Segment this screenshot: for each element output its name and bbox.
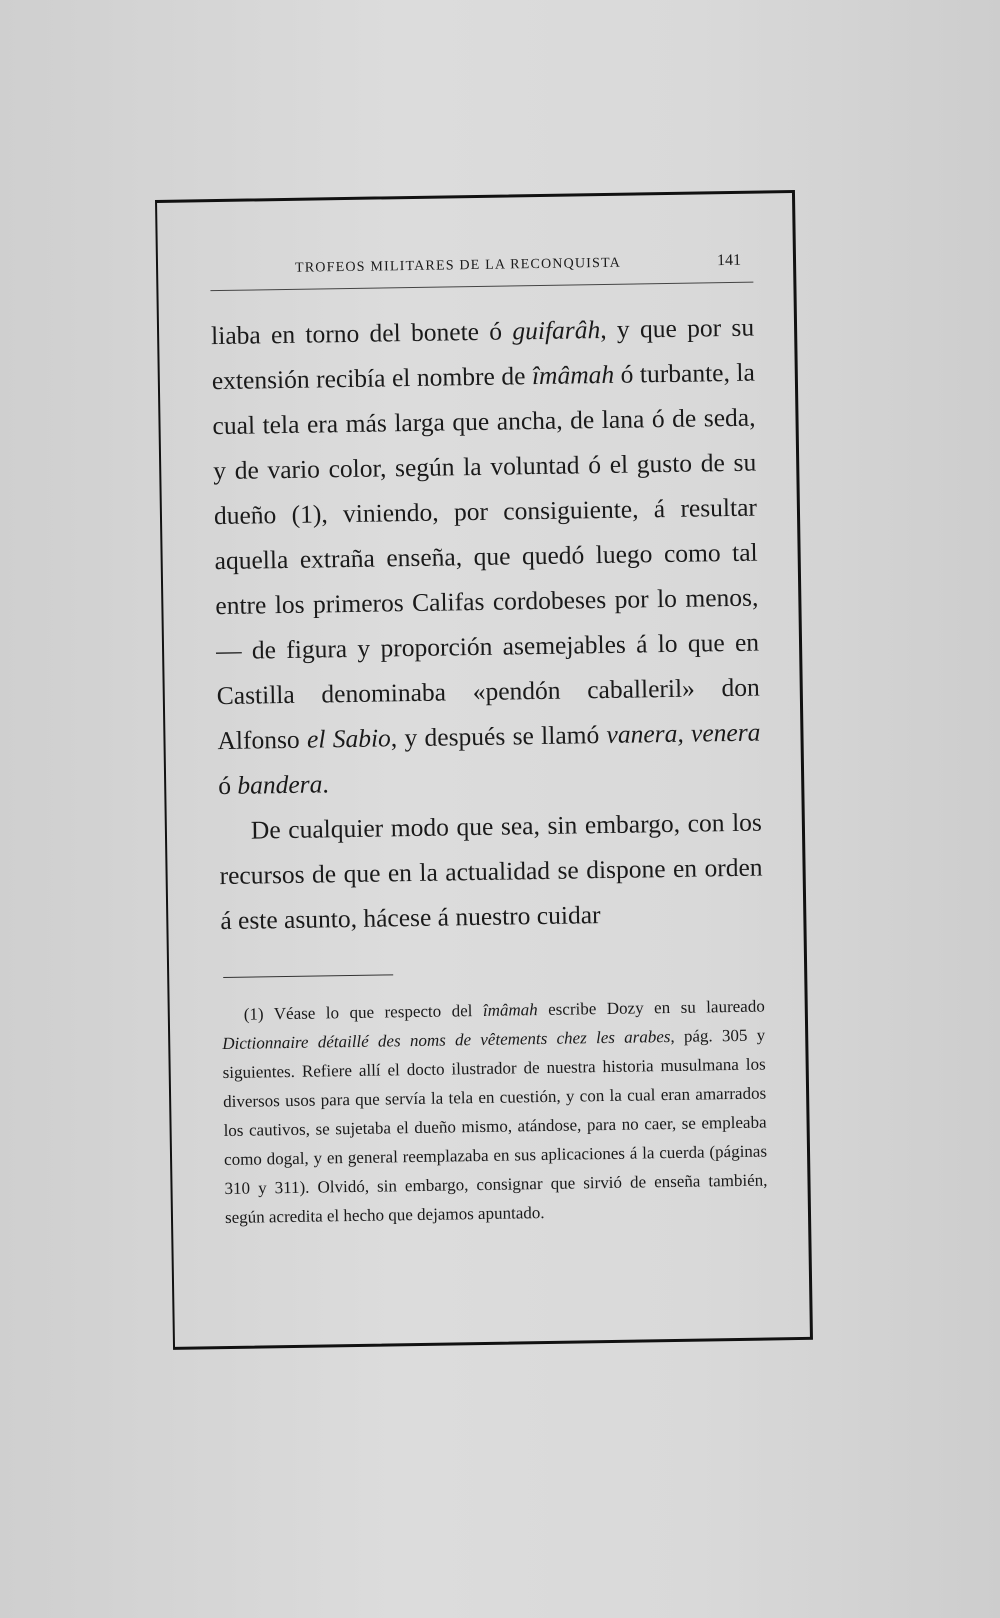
italic-term: bandera [237, 769, 323, 800]
italic-title: Dictionnaire détaillé des noms de vêtements chez les arabes [222, 1027, 671, 1054]
page-frame [155, 190, 813, 1350]
italic-term: îmâmah [531, 359, 615, 391]
italic-term: vanera, venera [606, 717, 761, 749]
italic-term: îmâmah [482, 1000, 538, 1020]
running-head [210, 252, 753, 279]
italic-term: guifarâh [512, 315, 601, 346]
text-run: ó turbante, la cual tela era más larga que ancha, de lana ó de seda, y de vario color, según la voluntad ó el gusto de su dueño (1), viniendo, por consiguiente, á resultar aquella extraña enseña, que quedó luego como tal entre los primeros Califas cordobeses por lo menos, — de figura y proporción asemejables á lo que en Castilla denominaba «pendón caballeril» don Alfonso [212, 357, 760, 756]
header-rule [210, 282, 753, 292]
footnote-rule [223, 974, 393, 978]
text-run: . [322, 769, 329, 799]
text-run: liaba en torno del bonete ó [210, 316, 513, 351]
italic-term: el Sabio [306, 723, 392, 754]
paragraph-1 [211, 305, 762, 808]
text-run: , y que por su extensión recibía el nombre de [211, 312, 755, 396]
text-run: (1) Véase lo que respecto del [243, 1000, 484, 1024]
paragraph-2: De cualquier modo que sea, sin embargo, con los recursos de que en la actualidad se dispone en orden á este asunto, hácese á nuestro cuidar [219, 807, 763, 936]
text-run: , y después se llamó [390, 719, 607, 753]
text-run: escribe Dozy en su laureado [537, 996, 765, 1020]
text-run: ó [217, 770, 238, 801]
body-text [211, 305, 764, 943]
footnote [222, 992, 769, 1233]
text-run: , pág. 305 y siguientes. Refiere allí el docto ilustrador de nuestra historia musulmana los diversos usos para que servía la tela en cuestión, y con la cual eran amarrados los cautivos, se sujetaba el dueño mismo, atándose, para no caer, se empleaba como dogal, y en general reemplazaba en sus aplicaciones á la cuerda (páginas 310 y 311). Olvidó, sin embargo, consignar que sirvió de enseña también, según acredita el hecho que dejamos apuntado. [222, 1025, 768, 1228]
page-number: 141 [716, 251, 742, 270]
running-title: TROFEOS MILITARES DE LA RECONQUISTA [294, 255, 622, 276]
